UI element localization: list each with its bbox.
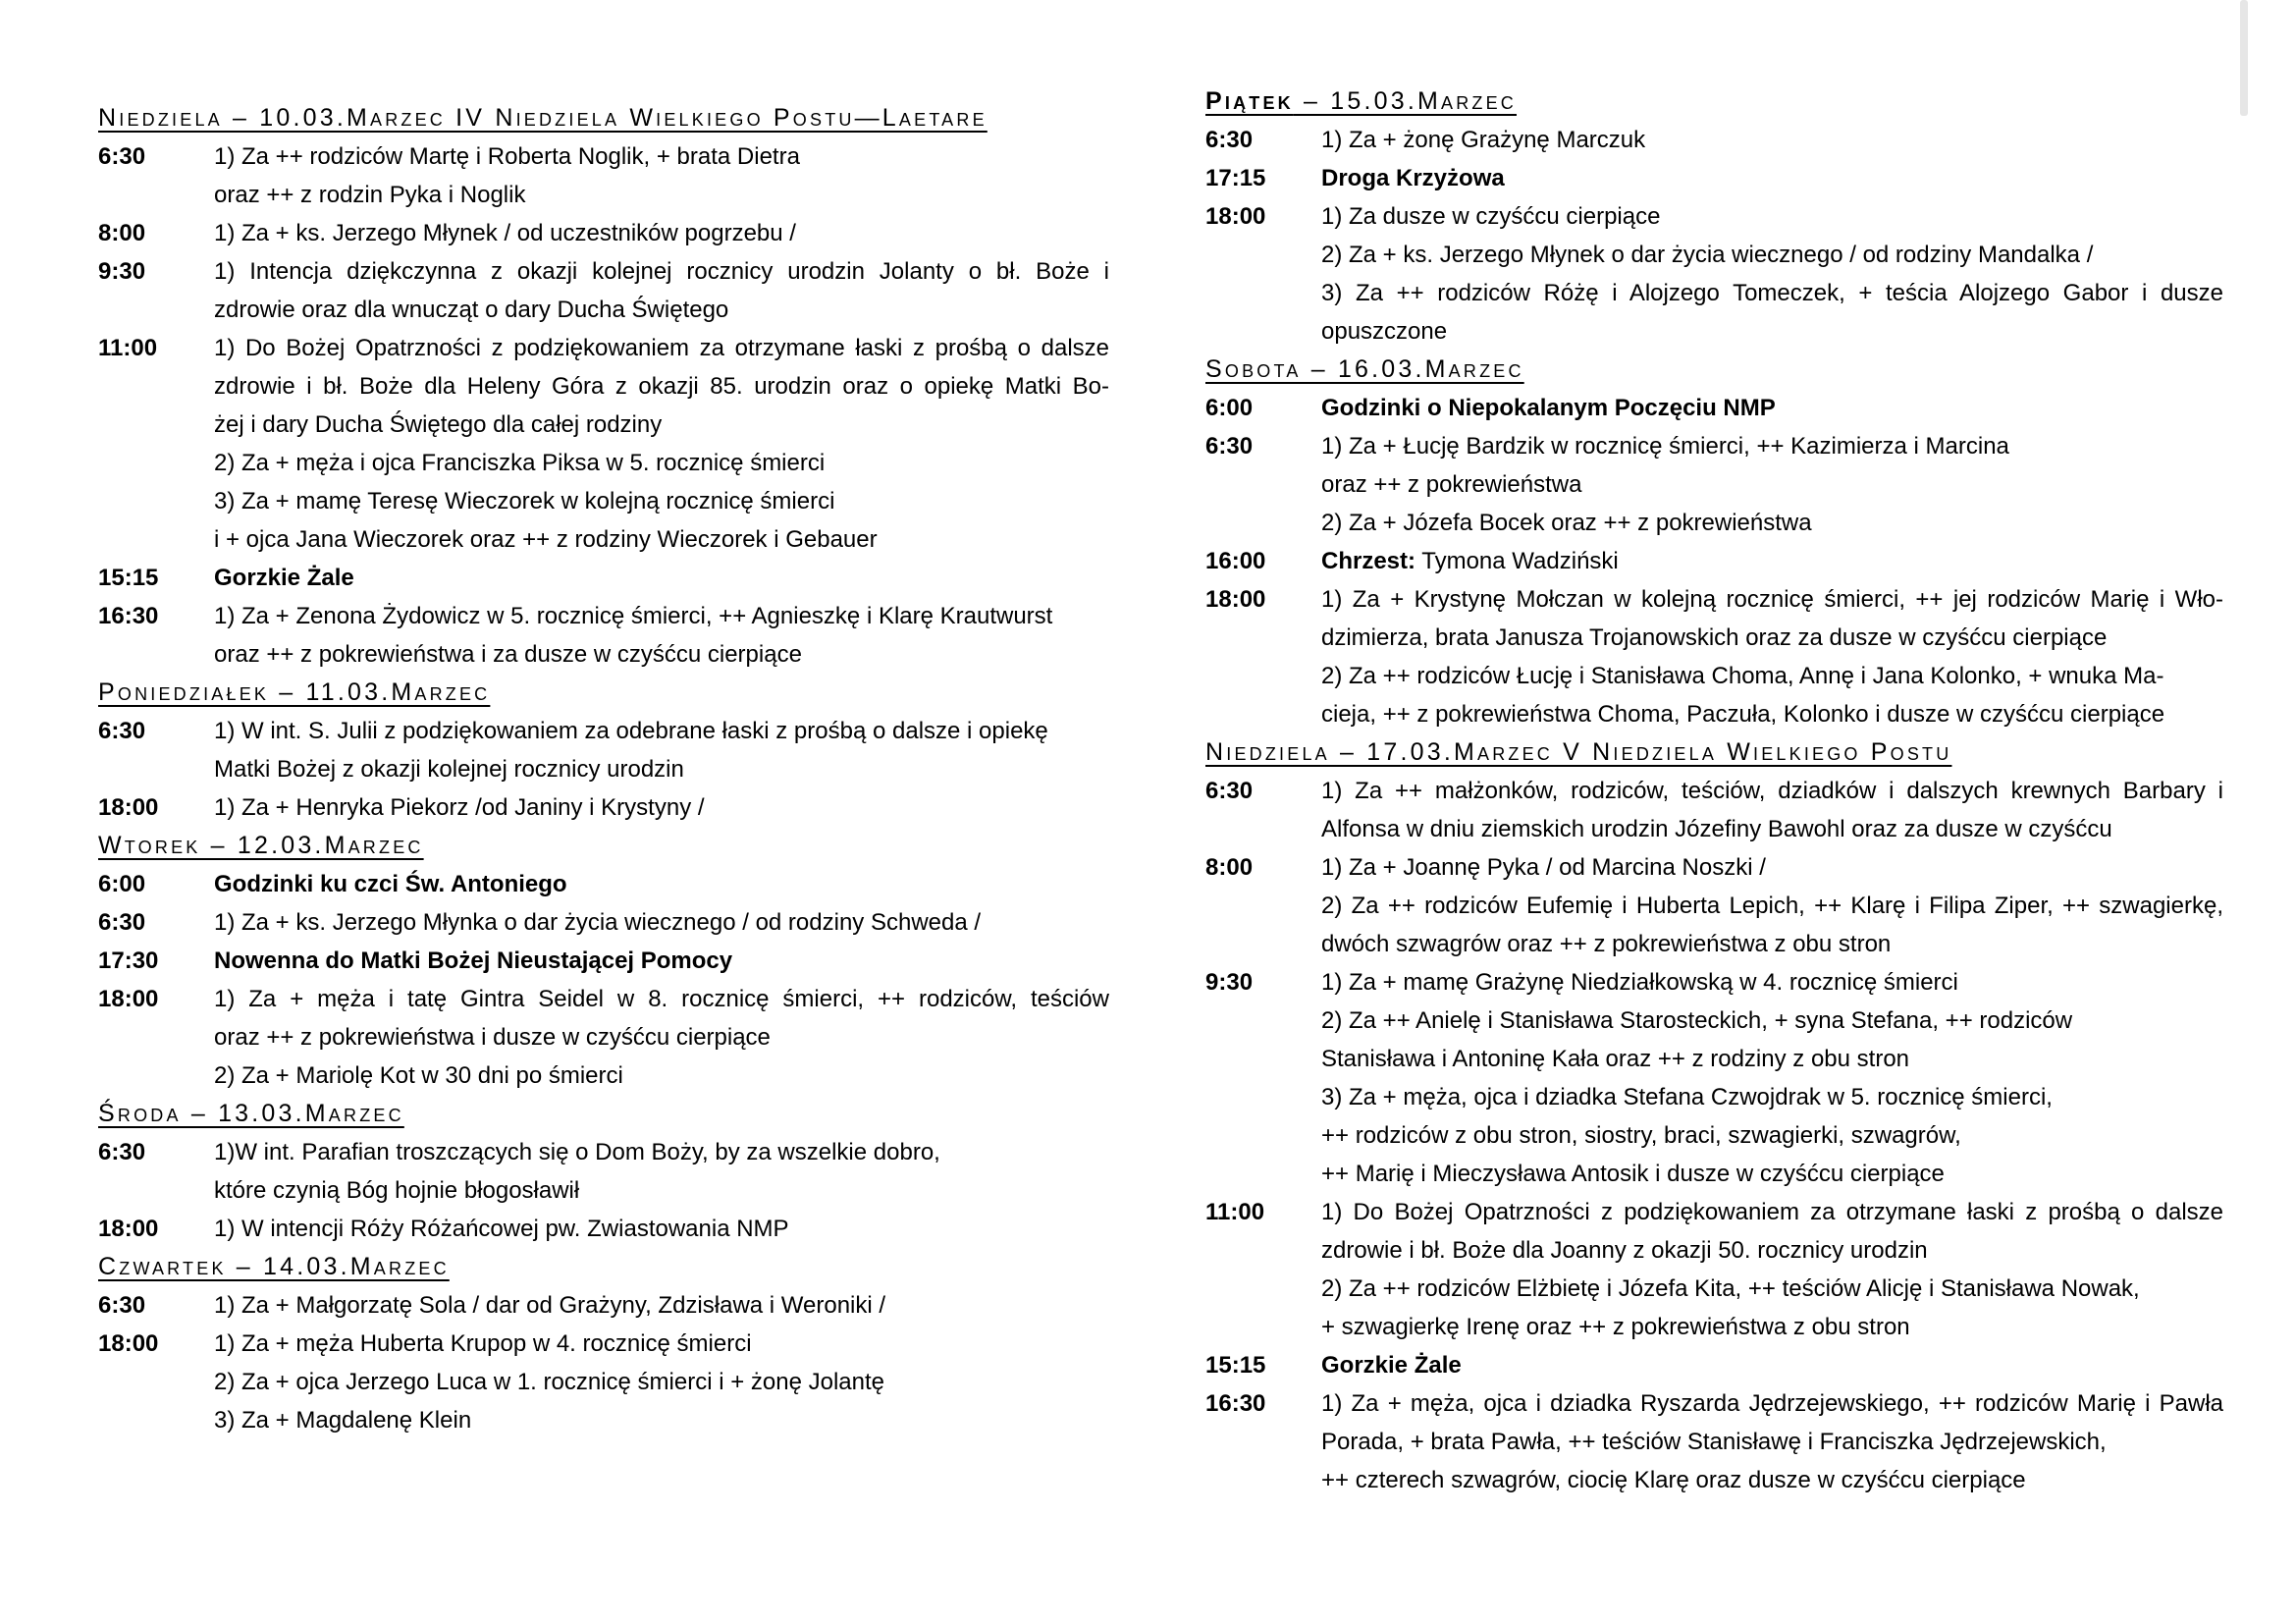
mass-entry <box>98 788 1109 827</box>
intention-line: 1) Za + męża Huberta Krupop w 4. rocznicę śmierci <box>214 1330 752 1357</box>
intention-line: 1) Za + Zenona Żydowicz w 5. rocznicę śmierci, ++ Agnieszkę i Klarę Krautwurst <box>214 603 1053 629</box>
intention-line <box>1321 1346 2223 1384</box>
mass-entry <box>1205 159 2223 197</box>
intention-line: dzimierza, brata Janusza Trojanowskich oraz za dusze w czyśćcu cierpiące <box>1321 624 2108 651</box>
intention-line: oraz ++ z rodzin Pyka i Noglik <box>214 182 526 208</box>
day-section <box>98 827 1109 1095</box>
intention-lines <box>1321 772 2223 848</box>
mass-time: 18:00 <box>98 1216 159 1242</box>
mass-entry <box>1205 1193 2223 1346</box>
day-header-rest: – 15.03.Marzec <box>1293 87 1518 115</box>
intention-lines <box>214 942 1109 980</box>
intention-line: 1) Za dusze w czyśćcu cierpiące <box>1321 203 1661 230</box>
intention-line: 1) Za + Henryka Piekorz /od Janiny i Krystyny / <box>214 794 705 821</box>
intention-line: opuszczone <box>1321 318 1448 345</box>
intention-lines <box>214 1133 1109 1210</box>
intention-lines <box>214 903 1109 942</box>
mass-entry <box>98 329 1109 559</box>
mass-time: 6:30 <box>1205 433 1254 460</box>
intention-line: żej i dary Ducha Świętego dla całej rodziny <box>214 411 663 438</box>
intention-line: 1) W int. S. Julii z podziękowaniem za odebrane łaski z prośbą o dalsze i opiekę <box>214 718 1048 744</box>
day-section <box>1205 733 2223 1499</box>
mass-entry <box>98 1286 1109 1325</box>
intention-line: ++ rodziców z obu stron, siostry, braci, szwagierki, szwagrów, <box>1321 1122 1961 1149</box>
intention-line: które czynią Bóg hojnie błogosławił <box>214 1177 580 1204</box>
mass-time: 6:30 <box>1205 127 1254 153</box>
intention-lines <box>1321 848 2223 963</box>
intention-line: 3) Za + mamę Teresę Wieczorek w kolejną rocznicę śmierci <box>214 488 835 514</box>
day-section <box>1205 82 2223 351</box>
day-header-bold: Piątek <box>1205 87 1294 115</box>
day-section <box>98 1095 1109 1248</box>
mass-entry <box>98 942 1109 980</box>
intention-lines <box>214 329 1109 559</box>
intention-line: 2) Za + ojca Jerzego Luca w 1. rocznicę śmierci i + żonę Jolantę <box>214 1369 884 1395</box>
mass-time: 15:15 <box>1205 1352 1266 1379</box>
mass-entry <box>1205 1384 2223 1499</box>
intention-line: 3) Za ++ rodziców Różę i Alojzego Tomeczek, + teścia Alojzego Gabor i dusze <box>1321 280 2223 306</box>
mass-time: 11:00 <box>98 335 158 361</box>
mass-entry <box>1205 389 2223 427</box>
day-header: Niedziela – 10.03.Marzec IV Niedziela Wielkiego Postu—Laetare <box>98 104 988 132</box>
intention-lines <box>1321 580 2223 733</box>
day-header: Czwartek – 14.03.Marzec <box>98 1253 450 1280</box>
mass-time: 8:00 <box>1205 854 1254 881</box>
mass-entry <box>1205 121 2223 159</box>
mass-time: 6:30 <box>98 909 146 936</box>
intention-line: oraz ++ z pokrewieństwa i dusze w czyśćcu cierpiące <box>214 1024 771 1051</box>
day-section <box>1205 351 2223 733</box>
mass-entry <box>98 1325 1109 1439</box>
mass-entry <box>98 980 1109 1095</box>
intention-line: 1) Za + ks. Jerzego Młynek / od uczestników pogrzebu / <box>214 220 796 246</box>
mass-entry <box>98 903 1109 942</box>
mass-time: 18:00 <box>98 1330 159 1357</box>
intention-line: 1) Za + Krystynę Mołczan w kolejną rocznicę śmierci, ++ jej rodziców Marię i Wło- <box>1321 586 2223 613</box>
intention-line: 2) Za + ks. Jerzego Młynek o dar życia wiecznego / od rodziny Mandalka / <box>1321 242 2094 268</box>
intention-line: + szwagierkę Irenę oraz ++ z pokrewieństwa z obu stron <box>1321 1314 1910 1340</box>
intention-line: oraz ++ z pokrewieństwa i za dusze w czyśćcu cierpiące <box>214 641 802 668</box>
intention-line: 2) Za ++ rodziców Łucję i Stanisława Choma, Annę i Jana Kolonko, + wnuka Ma- <box>1321 663 2164 689</box>
intention-line <box>1321 389 2223 427</box>
mass-entry <box>1205 963 2223 1193</box>
intention-line: ++ Marię i Mieczysława Antosik i dusze w czyśćcu cierpiące <box>1321 1161 1945 1187</box>
mass-time: 6:30 <box>1205 778 1254 804</box>
intention-lines <box>1321 1193 2223 1346</box>
day-section <box>98 99 1109 674</box>
intention-line <box>214 942 1109 980</box>
intention-lines <box>1321 389 2223 427</box>
intention-line: 1) Za ++ rodziców Martę i Roberta Noglik, + brata Dietra <box>214 143 800 170</box>
mass-time: 16:00 <box>1205 548 1266 574</box>
mass-time: 6:00 <box>1205 395 1254 421</box>
intention-text: Tymona Wadziński <box>1421 548 1619 574</box>
mass-entry <box>1205 1346 2223 1384</box>
intention-line: 1) Za + ks. Jerzego Młynka o dar życia wiecznego / od rodziny Schweda / <box>214 909 982 936</box>
intention-line <box>1321 542 2223 580</box>
intention-line: 1) Za + Małgorzatę Sola / dar od Grażyny, Zdzisława i Weroniki / <box>214 1292 886 1319</box>
intention-line <box>214 559 1109 597</box>
intention-lines <box>1321 1384 2223 1499</box>
intention-lines <box>1321 1346 2223 1384</box>
intention-lines <box>214 137 1109 214</box>
intention-line: dwóch szwagrów oraz ++ z pokrewieństwa z obu stron <box>1321 931 1892 957</box>
mass-entry <box>1205 772 2223 848</box>
event-title: Godzinki o Niepokalanym Poczęciu NMP <box>1321 395 1776 421</box>
right-column <box>1205 0 2223 1499</box>
intention-line <box>1321 159 2223 197</box>
intention-lines <box>214 1286 1109 1325</box>
intention-lines <box>214 865 1109 903</box>
intention-line: zdrowie i bł. Boże dla Joanny z okazji 50. rocznicy urodzin <box>1321 1237 1928 1264</box>
mass-time: 6:00 <box>98 871 146 897</box>
mass-time: 8:00 <box>98 220 146 246</box>
intention-line: 3) Za + męża, ojca i dziadka Stefana Czwojdrak w 5. rocznicę śmierci, <box>1321 1084 2053 1110</box>
mass-time: 11:00 <box>1205 1199 1265 1225</box>
intention-lines <box>1321 427 2223 542</box>
scrollbar-thumb[interactable] <box>2240 0 2248 116</box>
mass-entry <box>1205 427 2223 542</box>
intention-line: Matki Bożej z okazji kolejnej rocznicy urodzin <box>214 756 684 783</box>
event-title: Gorzkie Żale <box>214 565 354 591</box>
intention-line: 1) Do Bożej Opatrzności z podziękowaniem za otrzymane łaski z prośbą o dalsze <box>214 335 1109 361</box>
intention-line: 2) Za + męża i ojca Franciszka Piksa w 5. rocznicę śmierci <box>214 450 826 476</box>
intention-label: Chrzest: <box>1321 548 1416 574</box>
mass-time: 6:30 <box>98 143 146 170</box>
intention-lines <box>1321 121 2223 159</box>
intention-line: cieja, ++ z pokrewieństwa Choma, Paczuła, Kolonko i dusze w czyśćcu cierpiące <box>1321 701 2165 728</box>
intention-line: i + ojca Jana Wieczorek oraz ++ z rodziny Wieczorek i Gebauer <box>214 526 878 553</box>
day-header <box>1205 82 2223 121</box>
intention-line: 3) Za + Magdalenę Klein <box>214 1407 472 1434</box>
intention-lines <box>214 980 1109 1095</box>
mass-time: 17:30 <box>98 947 159 974</box>
intention-line: 2) Za + Mariolę Kot w 30 dni po śmierci <box>214 1062 623 1089</box>
intention-line: 2) Za ++ Anielę i Stanisława Starosteckich, + syna Stefana, ++ rodziców <box>1321 1007 2073 1034</box>
intention-line <box>214 865 1109 903</box>
mass-time: 9:30 <box>1205 969 1254 996</box>
intention-line: Porada, + brata Pawła, ++ teściów Stanisławę i Franciszka Jędrzejewskich, <box>1321 1429 2107 1455</box>
mass-time: 16:30 <box>98 603 159 629</box>
intention-line: 2) Za ++ rodziców Elżbietę i Józefa Kita, ++ teściów Alicję i Stanisława Nowak, <box>1321 1275 2140 1302</box>
mass-entry <box>98 865 1109 903</box>
intention-lines <box>1321 197 2223 351</box>
mass-entry <box>1205 197 2223 351</box>
intention-line: 1) Za + Joannę Pyka / od Marcina Noszki / <box>1321 854 1766 881</box>
intention-lines <box>214 214 1109 252</box>
intention-line: 1) W intencji Róży Różańcowej pw. Zwiastowania NMP <box>214 1216 789 1242</box>
day-header: Środa – 13.03.Marzec <box>98 1100 404 1127</box>
mass-time: 18:00 <box>1205 586 1266 613</box>
mass-entry <box>98 712 1109 788</box>
mass-time: 9:30 <box>98 258 146 285</box>
intention-lines <box>214 252 1109 329</box>
intention-line: Alfonsa w dniu ziemskich urodzin Józefiny Bawohl oraz za dusze w czyśćcu <box>1321 816 2112 842</box>
mass-time: 6:30 <box>98 718 146 744</box>
mass-entry <box>98 252 1109 329</box>
mass-time: 6:30 <box>98 1292 146 1319</box>
intention-lines <box>1321 963 2223 1193</box>
intention-line: 2) Za + Józefa Bocek oraz ++ z pokrewieństwa <box>1321 510 1812 536</box>
mass-entry <box>98 559 1109 597</box>
intention-line: 1) Za + męża i tatę Gintra Seidel w 8. rocznicę śmierci, ++ rodziców, teściów <box>214 986 1109 1012</box>
event-title: Godzinki ku czci Św. Antoniego <box>214 871 567 897</box>
intention-line: 1)W int. Parafian troszczących się o Dom Boży, by za wszelkie dobro, <box>214 1139 940 1165</box>
left-column <box>98 0 1109 1439</box>
event-title: Gorzkie Żale <box>1321 1352 1462 1379</box>
mass-time: 16:30 <box>1205 1390 1266 1417</box>
intention-lines <box>214 597 1109 674</box>
mass-entry <box>98 1133 1109 1210</box>
mass-entry <box>98 1210 1109 1248</box>
day-section <box>98 674 1109 827</box>
event-title: Droga Krzyżowa <box>1321 165 1505 191</box>
intention-line: 1) Za + żonę Grażynę Marczuk <box>1321 127 1646 153</box>
mass-entry <box>1205 542 2223 580</box>
mass-time: 15:15 <box>98 565 159 591</box>
mass-time: 6:30 <box>98 1139 146 1165</box>
intention-line: zdrowie i bł. Boże dla Heleny Góra z okazji 85. urodzin oraz o opiekę Matki Bo- <box>214 373 1109 400</box>
event-title: Nowenna do Matki Bożej Nieustającej Pomocy <box>214 947 733 974</box>
intention-lines <box>1321 159 2223 197</box>
day-section <box>98 1248 1109 1439</box>
intention-lines <box>214 1325 1109 1439</box>
intention-lines <box>1321 542 2223 580</box>
intention-line: 1) Za + Łucję Bardzik w rocznicę śmierci, ++ Kazimierza i Marcina <box>1321 433 2009 460</box>
mass-time: 18:00 <box>98 986 159 1012</box>
intention-line: 2) Za ++ rodziców Eufemię i Huberta Lepich, ++ Klarę i Filipa Ziper, ++ szwagierkę, <box>1321 893 2223 919</box>
day-header: Sobota – 16.03.Marzec <box>1205 355 1524 383</box>
intention-lines <box>214 788 1109 827</box>
day-header: Niedziela – 17.03.Marzec V Niedziela Wielkiego Postu <box>1205 738 1952 766</box>
intention-line: 1) Za ++ małżonków, rodziców, teściów, dziadków i dalszych krewnych Barbary i <box>1321 778 2223 804</box>
intention-lines <box>214 1210 1109 1248</box>
day-header: Poniedziałek – 11.03.Marzec <box>98 678 491 706</box>
intention-line: 1) Do Bożej Opatrzności z podziękowaniem za otrzymane łaski z prośbą o dalsze <box>1321 1199 2223 1225</box>
intention-lines <box>214 559 1109 597</box>
mass-entry <box>1205 580 2223 733</box>
intention-line: Stanisława i Antoninę Kała oraz ++ z rodziny z obu stron <box>1321 1046 1910 1072</box>
intention-lines <box>214 712 1109 788</box>
mass-time: 17:15 <box>1205 165 1266 191</box>
mass-entry <box>98 597 1109 674</box>
intention-line: zdrowie oraz dla wnucząt o dary Ducha Świętego <box>214 297 729 323</box>
intention-line: 1) Za + mamę Grażynę Niedziałkowską w 4. rocznicę śmierci <box>1321 969 1958 996</box>
intention-line: oraz ++ z pokrewieństwa <box>1321 471 1582 498</box>
mass-time: 18:00 <box>1205 203 1266 230</box>
mass-entry <box>98 137 1109 214</box>
mass-entry <box>98 214 1109 252</box>
mass-time: 18:00 <box>98 794 159 821</box>
mass-entry <box>1205 848 2223 963</box>
intention-line: ++ czterech szwagrów, ciocię Klarę oraz dusze w czyśćcu cierpiące <box>1321 1467 2026 1493</box>
day-header: Wtorek – 12.03.Marzec <box>98 832 424 859</box>
intention-line: 1) Za + męża, ojca i dziadka Ryszarda Jędrzejewskiego, ++ rodziców Marię i Pawła <box>1321 1390 2223 1417</box>
intention-line: 1) Intencja dziękczynna z okazji kolejnej rocznicy urodzin Jolanty o bł. Boże i <box>214 258 1109 285</box>
